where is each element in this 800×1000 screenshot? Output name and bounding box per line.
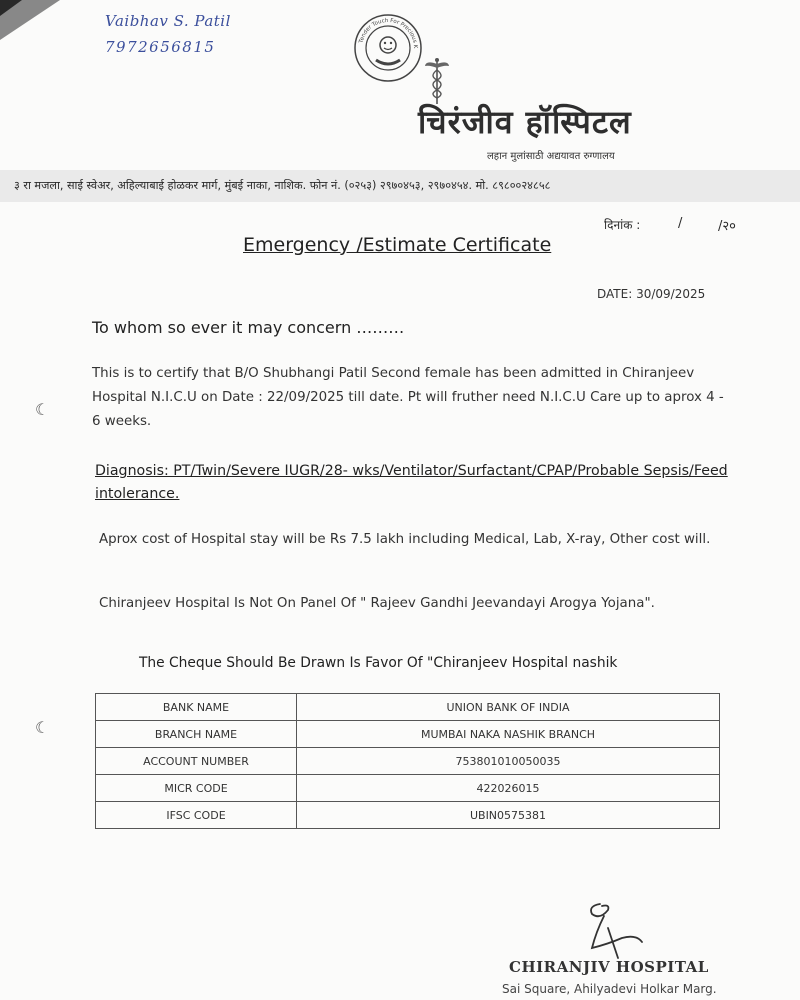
date-field-label: दिनांक : (604, 218, 641, 232)
hospital-name-marathi: चिरंजीव हॉस्पिटल (418, 103, 632, 141)
date-field-year: /२० (718, 219, 736, 234)
hospital-tagline: लहान मुलांसाठी अद्ययावत रुग्णालय (487, 151, 615, 162)
salutation: To whom so ever it may concern ……… (92, 318, 405, 337)
certificate-date: DATE: 30/09/2025 (597, 287, 706, 301)
cheque-instruction: The Cheque Should Be Drawn Is Favor Of "Chiranjeev Hospital nashik (139, 655, 618, 671)
bank-detail-label: MICR CODE (96, 775, 297, 802)
bank-detail-label: IFSC CODE (96, 802, 297, 829)
bank-detail-value: MUMBAI NAKA NASHIK BRANCH (297, 721, 720, 748)
punch-mark-icon: ☾ (35, 400, 50, 419)
signature-icon (578, 898, 648, 964)
bank-detail-label: ACCOUNT NUMBER (96, 748, 297, 775)
diagnosis-paragraph: Diagnosis: PT/Twin/Severe IUGR/28- wks/Ventilator/Surfactant/CPAP/Probable Sepsis/Feed intolerance. (95, 463, 728, 502)
handwritten-phone: 7972656815 (105, 38, 216, 56)
stamp-address: Sai Square, Ahilyadevi Holkar Marg. (502, 982, 717, 996)
stamp-hospital-name: CHIRANJIV HOSPITAL (509, 958, 709, 976)
bank-detail-value: UBIN0575381 (297, 802, 720, 829)
table-row (96, 721, 720, 748)
cost-paragraph: Aprox cost of Hospital stay will be Rs 7.5 lakh including Medical, Lab, X-ray, Other cost will. (99, 532, 711, 547)
bank-detail-value: 753801010050035 (297, 748, 720, 775)
page-corner-shadow (0, 0, 60, 40)
svg-text:Tender Touch For Precious Kids: Tender Touch For Precious K (358, 17, 419, 49)
table-row (96, 748, 720, 775)
bank-detail-value: UNION BANK OF INDIA (297, 694, 720, 721)
admission-paragraph: This is to certify that B/O Shubhangi Patil Second female has been admitted in Chiranjeev Hospital N.I.C.U on Date : 22/09/2025 till date. Pt will fruther need N.I.C.U Care up to aprox 4 - 6 weeks. (92, 366, 724, 429)
table-row (96, 802, 720, 829)
panel-paragraph: Chiranjeev Hospital Is Not On Panel Of " Rajeev Gandhi Jeevandayi Arogya Yojana". (99, 596, 655, 611)
bank-detail-value: 422026015 (297, 775, 720, 802)
table-row (96, 694, 720, 721)
certificate-title: Emergency /Estimate Certificate (243, 234, 552, 256)
caduceus-icon (424, 56, 450, 106)
hospital-seal-logo (352, 12, 424, 84)
bank-detail-label: BANK NAME (96, 694, 297, 721)
punch-mark-icon: ☾ (35, 718, 50, 737)
table-row (96, 775, 720, 802)
bank-detail-label: BRANCH NAME (96, 721, 297, 748)
bank-details-table (95, 693, 720, 829)
hospital-address: ३ रा मजला, साई स्वेअर, अहिल्याबाई होळकर मार्ग, मुंबई नाका, नाशिक. फोन नं. (०२५३) २९७०४५३, २९७०४५४. मो. ८९८००२४८५८ (14, 179, 551, 192)
handwritten-name: Vaibhav S. Patil (105, 12, 231, 30)
date-field-slash: / (678, 216, 683, 231)
